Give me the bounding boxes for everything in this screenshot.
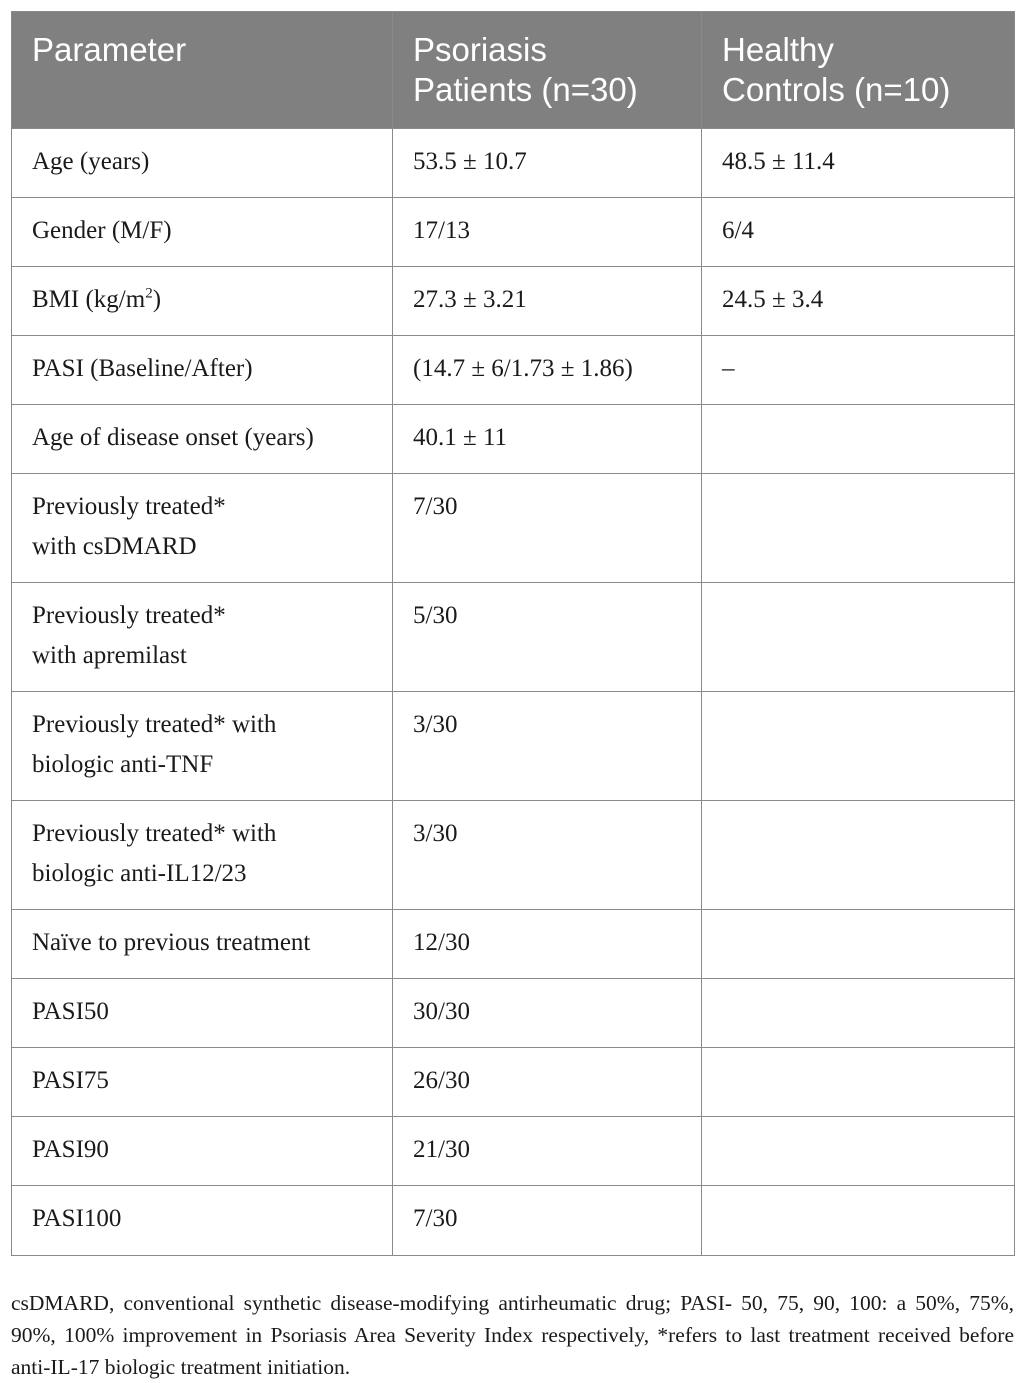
parameter-label-suffix: ): [152, 286, 162, 313]
controls-cell: 48.5 ± 11.4: [702, 129, 1015, 198]
table-row: [12, 474, 1015, 583]
parameter-label-line-1: Previously treated*: [32, 493, 226, 520]
header-parameter-label: Parameter: [32, 31, 187, 68]
header-patients-line-2: Patients (n=30): [413, 71, 638, 108]
controls-cell: [702, 474, 1015, 583]
table-body: [12, 129, 1015, 1256]
parameter-label: PASI (Baseline/After): [32, 355, 253, 382]
header-controls-line-1: Healthy: [722, 31, 834, 68]
controls-cell: [702, 1186, 1015, 1256]
patients-cell: 27.3 ± 3.21: [393, 267, 702, 336]
controls-cell: [702, 405, 1015, 474]
parameter-label-line-2: biologic anti-IL12/23: [32, 860, 247, 887]
patients-cell: 26/30: [393, 1048, 702, 1117]
header-patients-line-1: Psoriasis: [413, 31, 547, 68]
parameter-label-line-1: Previously treated* with: [32, 820, 277, 847]
parameter-cell: [12, 583, 393, 692]
parameter-label-line-1: Previously treated* with: [32, 711, 277, 738]
table-row: [12, 129, 1015, 198]
parameter-cell: [12, 474, 393, 583]
patients-cell: 53.5 ± 10.7: [393, 129, 702, 198]
patients-cell: 17/13: [393, 198, 702, 267]
parameter-label: Gender (M/F): [32, 217, 172, 244]
parameter-cell: [12, 910, 393, 979]
patients-cell: 7/30: [393, 1186, 702, 1256]
controls-cell: [702, 910, 1015, 979]
controls-cell: [702, 1048, 1015, 1117]
controls-cell: [702, 692, 1015, 801]
controls-cell: 6/4: [702, 198, 1015, 267]
parameter-label: Age (years): [32, 148, 150, 175]
table-row: [12, 801, 1015, 910]
header-healthy-controls: [702, 12, 1015, 129]
header-controls-line-2: Controls (n=10): [722, 71, 951, 108]
parameter-label: PASI100: [32, 1205, 122, 1232]
parameter-label: PASI90: [32, 1136, 109, 1163]
parameter-label-line-2: with csDMARD: [32, 533, 197, 560]
controls-cell: [702, 583, 1015, 692]
table-row: [12, 692, 1015, 801]
parameter-cell: [12, 1048, 393, 1117]
patients-cell: 3/30: [393, 692, 702, 801]
parameter-cell: [12, 979, 393, 1048]
controls-cell: –: [702, 336, 1015, 405]
patients-cell: 40.1 ± 11: [393, 405, 702, 474]
superscript: 2: [145, 285, 153, 302]
parameter-cell: [12, 801, 393, 910]
table-footnote: csDMARD, conventional synthetic disease-modifying antirheumatic drug; PASI- 50, 75, 90, 100: a 50%, 75%, 90%, 100% improvement in Psoriasis Area Severity Index respectively, *refers to last treatment received before anti-IL-17 biologic treatment initiation.: [11, 1290, 1014, 1379]
table-row: [12, 1048, 1015, 1117]
controls-cell: [702, 801, 1015, 910]
header-row: [12, 12, 1015, 129]
table-row: [12, 1186, 1015, 1256]
parameter-cell: [12, 405, 393, 474]
patients-cell: 5/30: [393, 583, 702, 692]
table-row: [12, 336, 1015, 405]
patients-cell: 7/30: [393, 474, 702, 583]
parameter-label-line-2: biologic anti-TNF: [32, 751, 214, 778]
patients-cell: 30/30: [393, 979, 702, 1048]
parameter-label: Naïve to previous treatment: [32, 929, 311, 956]
table-row: [12, 583, 1015, 692]
table-row: [12, 198, 1015, 267]
parameter-cell: [12, 198, 393, 267]
parameter-cell: [12, 129, 393, 198]
table-row: [12, 1117, 1015, 1186]
parameter-label: PASI50: [32, 998, 109, 1025]
parameter-label: Age of disease onset (years): [32, 424, 314, 451]
controls-cell: [702, 1117, 1015, 1186]
table-row: [12, 405, 1015, 474]
parameter-label: BMI (kg/m: [32, 286, 146, 313]
table-row: [12, 267, 1015, 336]
controls-cell: 24.5 ± 3.4: [702, 267, 1015, 336]
patients-cell: 12/30: [393, 910, 702, 979]
patients-cell: 3/30: [393, 801, 702, 910]
table-row: [12, 979, 1015, 1048]
parameter-cell: [12, 267, 393, 336]
parameter-cell: [12, 1186, 393, 1256]
patients-cell: 21/30: [393, 1117, 702, 1186]
table-header: [12, 12, 1015, 129]
parameter-cell: [12, 1117, 393, 1186]
parameter-label: PASI75: [32, 1067, 109, 1094]
patients-cell: (14.7 ± 6/1.73 ± 1.86): [393, 336, 702, 405]
parameter-label-line-1: Previously treated*: [32, 602, 226, 629]
patient-characteristics-table: [11, 11, 1015, 1256]
parameter-label-line-2: with apremilast: [32, 642, 187, 669]
parameter-cell: [12, 692, 393, 801]
data-table-container: [11, 11, 1014, 1256]
table-row: [12, 910, 1015, 979]
header-parameter: [12, 12, 393, 129]
header-psoriasis-patients: [393, 12, 702, 129]
parameter-cell: [12, 336, 393, 405]
controls-cell: [702, 979, 1015, 1048]
